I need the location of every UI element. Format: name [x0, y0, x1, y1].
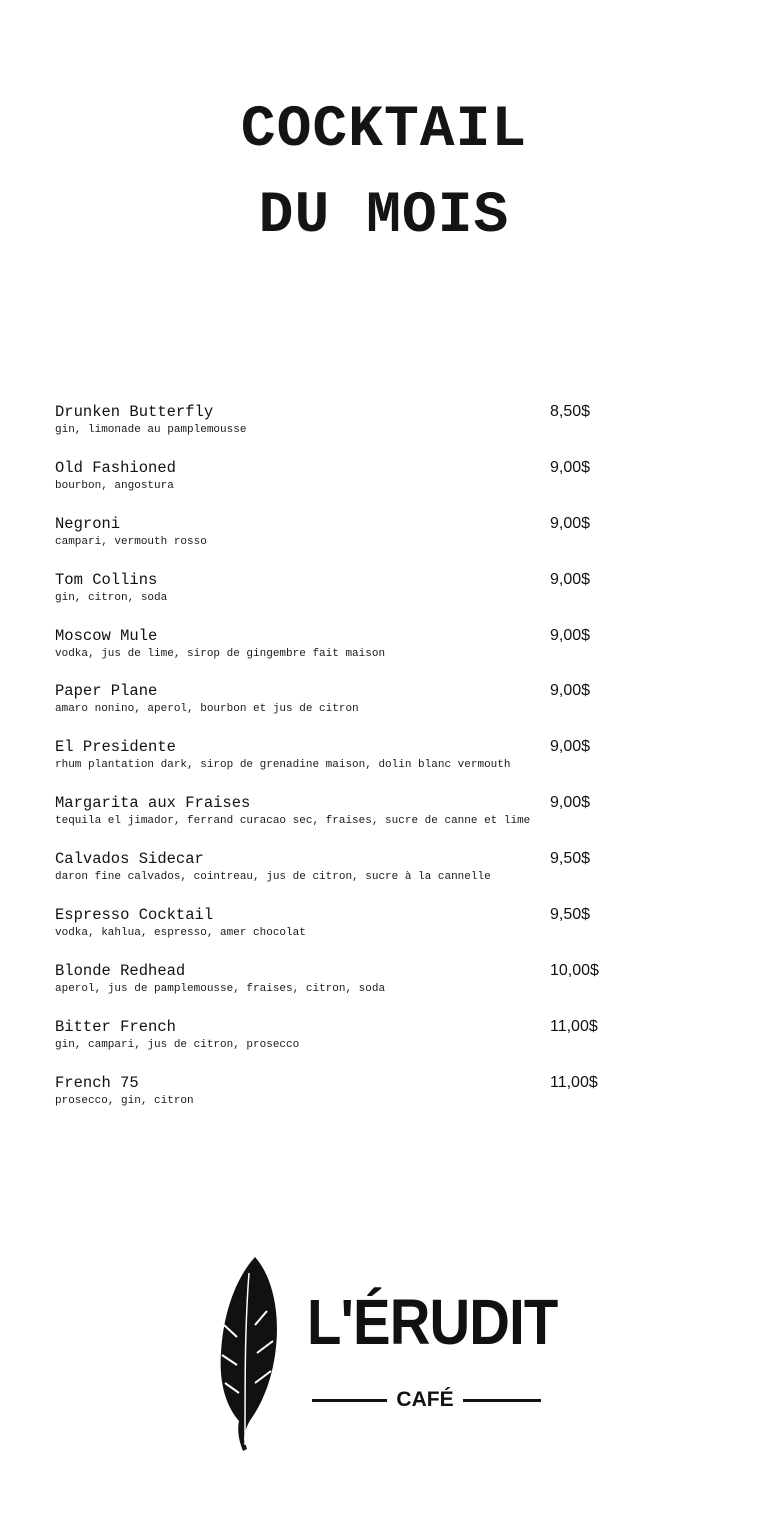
menu-item-name: Moscow Mule: [55, 626, 158, 645]
cafe-logo: [215, 1255, 558, 1455]
menu-item: [55, 905, 655, 961]
menu-item-price: 9,50$: [550, 906, 591, 924]
menu-item-price: 9,00$: [550, 738, 591, 756]
menu-item-price: 11,00$: [550, 1017, 598, 1035]
menu-item-price: 8,50$: [550, 403, 591, 420]
cocktail-menu: [55, 402, 655, 1129]
menu-item-description: vodka, jus de lime, sirop de gingembre fait maison: [55, 647, 386, 660]
menu-item-description: vodka, kahlua, espresso, amer chocolat: [55, 927, 306, 940]
brand-divider-left: [312, 1399, 387, 1402]
menu-item-price: 9,00$: [550, 682, 591, 700]
menu-item-name: Blonde Redhead: [55, 961, 186, 980]
menu-item-price: 9,50$: [550, 850, 591, 868]
menu-item-name: Drunken Butterfly: [55, 403, 214, 421]
menu-item-description: aperol, jus de pamplemousse, fraises, citron, soda: [55, 982, 386, 995]
menu-item-name: Tom Collins: [55, 570, 158, 589]
menu-item-name: Margarita aux Fraises: [55, 794, 251, 813]
menu-item: [55, 1073, 655, 1129]
menu-item-price: 11,00$: [550, 1073, 598, 1091]
menu-item: [55, 1017, 655, 1073]
menu-item: [55, 793, 655, 849]
menu-item-price: 9,00$: [550, 458, 591, 476]
page-title: [0, 88, 768, 260]
menu-item-name: Calvados Sidecar: [55, 850, 204, 869]
menu-item-description: gin, campari, jus de citron, prosecco: [55, 1038, 300, 1051]
menu-item-description: gin, limonade au pamplemousse: [55, 424, 247, 436]
menu-item-description: amaro nonino, aperol, bourbon et jus de citron: [55, 703, 359, 716]
menu-item: [55, 849, 655, 905]
menu-item-description: prosecco, gin, citron: [55, 1094, 194, 1107]
menu-item-name: French 75: [55, 1073, 139, 1092]
feather-icon: [215, 1255, 285, 1451]
menu-item: [55, 681, 655, 737]
menu-item-name: Bitter French: [55, 1017, 176, 1036]
menu-item: [55, 570, 655, 626]
menu-item-description: gin, citron, soda: [55, 591, 168, 604]
title-line-1: COCKTAIL: [240, 98, 528, 163]
menu-item-name: Negroni: [55, 514, 121, 533]
menu-item-price: 9,00$: [550, 570, 591, 588]
brand-subtitle: CAFÉ: [396, 1388, 454, 1411]
menu-item: [55, 626, 655, 682]
menu-item: [55, 961, 655, 1017]
menu-item: [55, 402, 655, 458]
brand-divider-right: [463, 1399, 541, 1402]
menu-item-price: 9,00$: [550, 794, 591, 812]
menu-item-price: 9,00$: [550, 514, 591, 532]
menu-item-price: 10,00$: [550, 961, 599, 979]
menu-item-name: Old Fashioned: [55, 458, 176, 477]
menu-item-description: rhum plantation dark, sirop de grenadine maison, dolin blanc vermouth: [55, 759, 511, 772]
menu-item-name: El Presidente: [55, 738, 176, 757]
menu-item: [55, 514, 655, 570]
menu-item-description: daron fine calvados, cointreau, jus de citron, sucre à la cannelle: [55, 871, 491, 884]
menu-item-description: campari, vermouth rosso: [55, 535, 207, 548]
menu-item: [55, 737, 655, 793]
brand-name: L'ÉRUDIT: [307, 1286, 558, 1358]
menu-item-name: Espresso Cocktail: [55, 906, 214, 925]
menu-item-description: tequila el jimador, ferrand curacao sec, fraises, sucre de canne et lime: [55, 815, 531, 828]
menu-item-price: 9,00$: [550, 626, 591, 644]
menu-item-name: Paper Plane: [55, 682, 158, 701]
menu-item: [55, 458, 655, 514]
title-line-2: DU MOIS: [258, 184, 510, 249]
menu-item-description: bourbon, angostura: [55, 479, 174, 492]
